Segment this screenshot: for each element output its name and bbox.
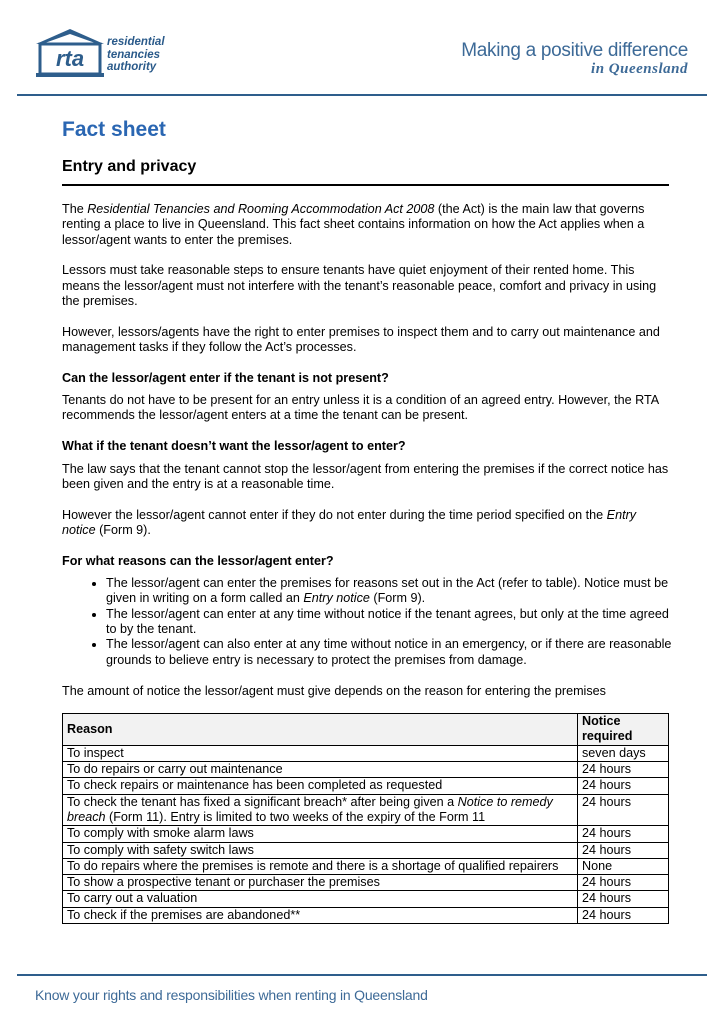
tagline-line-1: Making a positive difference — [461, 40, 688, 61]
section-paragraph: The law says that the tenant cannot stop the lessor/agent from entering the premises if the correct notice has been given and the entry is at a reasonable time. — [62, 461, 669, 491]
intro-paragraph: The Residential Tenancies and Rooming Accommodation Act 2008 (the Act) is the main law that governs renting a place to live in Queensland. This fact sheet contains information on how the Act applies when a lessor/agent wants to enter the premises. — [62, 202, 645, 247]
reason-cell: To check if the premises are abandoned** — [63, 907, 578, 923]
table-row — [63, 907, 669, 923]
table-header-row — [63, 714, 669, 746]
reason-cell: To inspect — [63, 745, 578, 761]
page-title: Fact sheet — [62, 118, 166, 141]
reason-cell: To carry out a valuation — [63, 891, 578, 907]
logo-line: authority — [107, 61, 157, 73]
table-row — [63, 891, 669, 907]
list-item: • The lessor/agent can also enter at any time without notice in an emergency, or if there are reasonable grounds to believe entry is necessary to protect the premises from damage. — [106, 637, 672, 668]
table-row — [63, 842, 669, 858]
table-body — [63, 745, 669, 923]
bullet-list — [62, 576, 672, 668]
table-row — [63, 762, 669, 778]
section-heading: What if the tenant doesn’t want the lessor/agent to enter? — [62, 439, 406, 454]
notice-cell: 24 hours — [578, 794, 669, 826]
table-row — [63, 745, 669, 761]
footer-divider — [17, 974, 707, 976]
notice-cell: 24 hours — [578, 891, 669, 907]
list-item: • The lessor/agent can enter the premises for reasons set out in the Act (refer to table). Notice must be given in writing on a form called an Entry notice (Form 9). — [106, 576, 672, 607]
page-subtitle: Entry and privacy — [62, 158, 197, 175]
table-intro: The amount of notice the lessor/agent must give depends on the reason for entering the premises — [62, 683, 606, 698]
notice-cell: 24 hours — [578, 762, 669, 778]
logo-abbr: rta — [55, 46, 85, 71]
notice-cell: seven days — [578, 745, 669, 761]
paragraph: However, lessors/agents have the right to enter premises to inspect them and to carry out maintenance and management tasks if they follow the Act’s processes. — [62, 324, 660, 355]
notice-cell: 24 hours — [578, 778, 669, 794]
notice-cell: 24 hours — [578, 907, 669, 923]
notice-cell: 24 hours — [578, 826, 669, 842]
notice-cell: 24 hours — [578, 842, 669, 858]
section-heading: For what reasons can the lessor/agent enter? — [62, 553, 334, 568]
table-row — [63, 858, 669, 874]
notice-table — [62, 713, 669, 924]
notice-cell: 24 hours — [578, 875, 669, 891]
paragraph: Lessors must take reasonable steps to ensure tenants have quiet enjoyment of their rented home. This means the lessor/agent must not interfere with the tenant’s reasonable peace, comfort and privacy in using the premises. — [62, 263, 657, 308]
document-body — [62, 202, 672, 924]
table-row — [63, 875, 669, 891]
table-row — [63, 778, 669, 794]
reason-cell: To show a prospective tenant or purchaser the premises — [63, 875, 578, 891]
reason-cell: To do repairs or carry out maintenance — [63, 762, 578, 778]
reason-cell: To check repairs or maintenance has been completed as requested — [63, 778, 578, 794]
header-divider — [17, 94, 707, 96]
reason-cell: To comply with smoke alarm laws — [63, 826, 578, 842]
reason-cell: To check the tenant has fixed a significant breach* after being given a Notice to remedy breach (Form 11). Entry is limited to two weeks of the expiry of the Form 11 — [63, 794, 578, 826]
reason-cell: To do repairs where the premises is remote and there is a shortage of qualified repairers — [63, 858, 578, 874]
section-paragraph: However the lessor/agent cannot enter if they do not enter during the time period specified on the Entry notice (Form 9). — [62, 507, 637, 537]
footer-text: Know your rights and responsibilities when renting in Queensland — [35, 987, 428, 1003]
list-item: • The lessor/agent can enter at any time without notice if the tenant agrees, but only at the time agreed to by the tenant. — [106, 607, 672, 638]
page-header — [0, 0, 725, 100]
notice-cell: None — [578, 858, 669, 874]
section-heading: Can the lessor/agent enter if the tenant is not present? — [62, 370, 389, 385]
act-name: Residential Tenancies and Rooming Accommodation Act 2008 — [87, 202, 435, 216]
title-divider — [62, 184, 669, 186]
reason-cell: To comply with safety switch laws — [63, 842, 578, 858]
logo-line: tenancies — [107, 48, 161, 61]
section-paragraph: Tenants do not have to be present for an entry unless it is a condition of an agreed entry. However, the RTA recommends the lessor/agent enters at a time the tenant can be present. — [62, 393, 659, 423]
table-row — [63, 794, 669, 826]
column-header-reason: Reason — [63, 714, 578, 746]
column-header-notice: Notice required — [578, 714, 669, 746]
logo-wordmark — [107, 36, 165, 74]
logo-line: residential — [107, 36, 165, 48]
tagline-line-2: in Queensland — [591, 61, 688, 77]
table-row — [63, 826, 669, 842]
